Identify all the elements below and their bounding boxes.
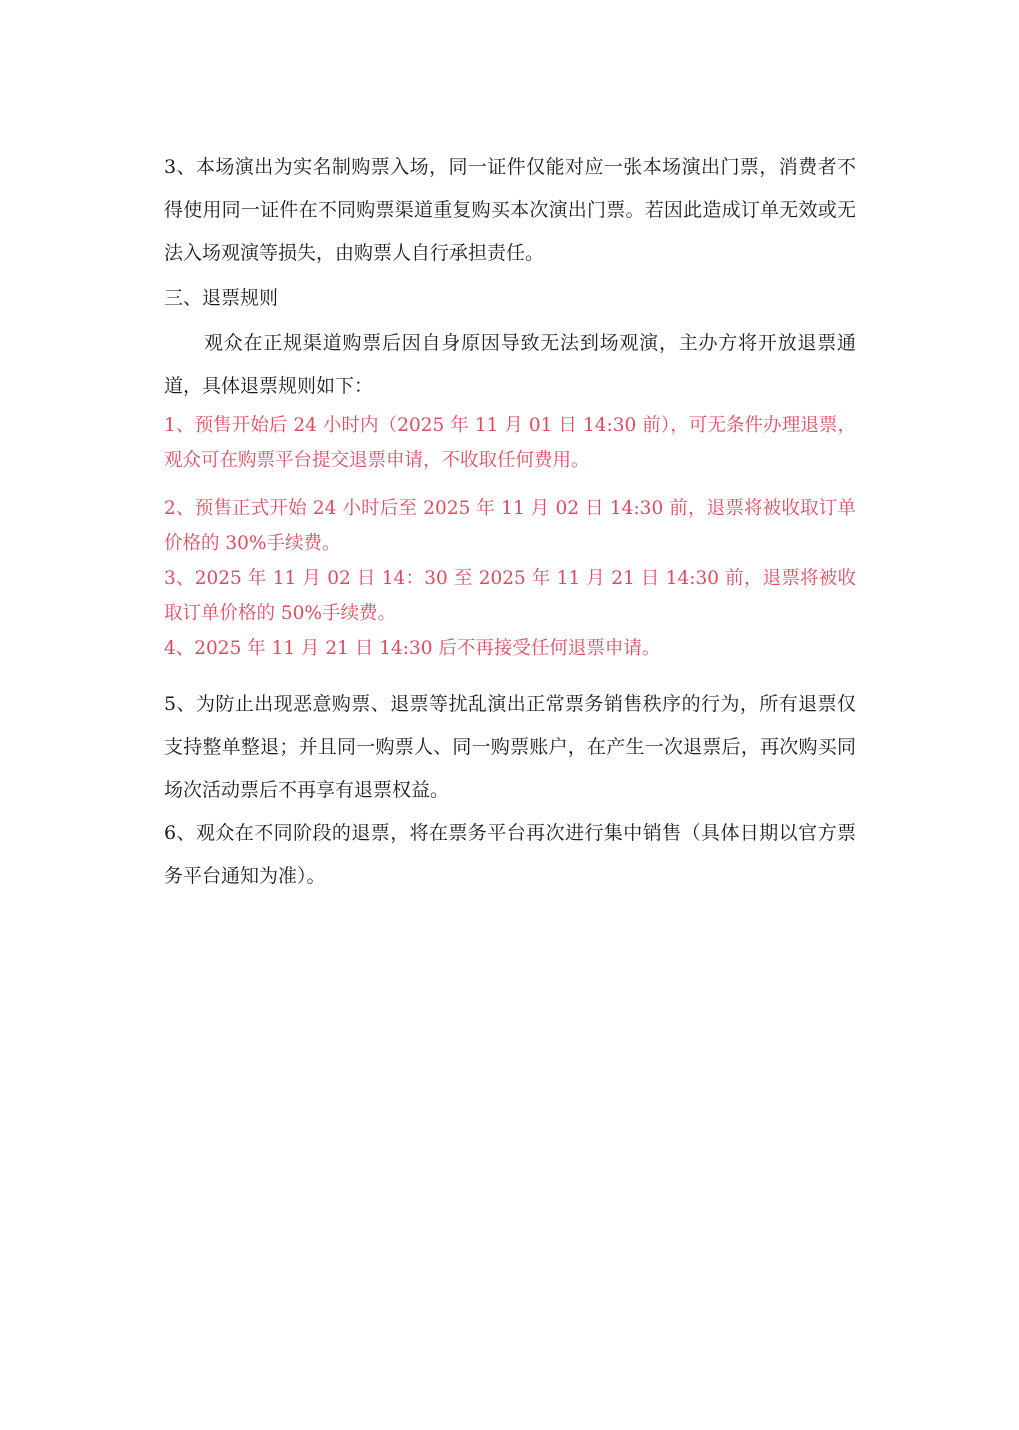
paragraph-malicious-purchase-rule: 5、为防止出现恶意购票、退票等扰乱演出正常票务销售秩序的行为，所有退票仅支持整单整退；并且同一购票人、同一购票账户，在产生一次退票后，再次购买同场次活动票后不再享有退票权益。 <box>164 693 856 801</box>
paragraph-resale-rule: 6、观众在不同阶段的退票，将在票务平台再次进行集中销售（具体日期以官方票务平台通知为准）。 <box>164 822 856 887</box>
paragraph-real-name-rule: 3、本场演出为实名制购票入场，同一证件仅能对应一张本场演出门票，消费者不得使用同一证件在不同购票渠道重复购买本次演出门票。若因此造成订单无效或无法入场观演等损失，由购票人自行承担责任。 <box>164 156 856 264</box>
refund-rule-1: 1、预售开始后 24 小时内（2025 年 11 月 01 日 14:30 前），可无条件办理退票，观众可在购票平台提交退票申请，不收取任何费用。 <box>164 415 856 471</box>
paragraph-refund-intro: 观众在正规渠道购票后因自身原因导致无法到场观演，主办方将开放退票通道，具体退票规则如下： <box>164 332 856 397</box>
refund-rule-4: 4、2025 年 11 月 21 日 14:30 后不再接受任何退票申请。 <box>164 638 661 659</box>
document-body <box>164 146 856 898</box>
refund-rule-2: 2、预售正式开始 24 小时后至 2025 年 11 月 02 日 14:30 前，退票将被收取订单价格的 30%手续费。 <box>164 498 856 554</box>
refund-rule-3: 3、2025 年 11 月 02 日 14：30 至 2025 年 11 月 21 日 14:30 前，退票将被收取订单价格的 50%手续费。 <box>164 568 856 624</box>
section-title-refund-rules: 三、退票规则 <box>164 287 279 309</box>
